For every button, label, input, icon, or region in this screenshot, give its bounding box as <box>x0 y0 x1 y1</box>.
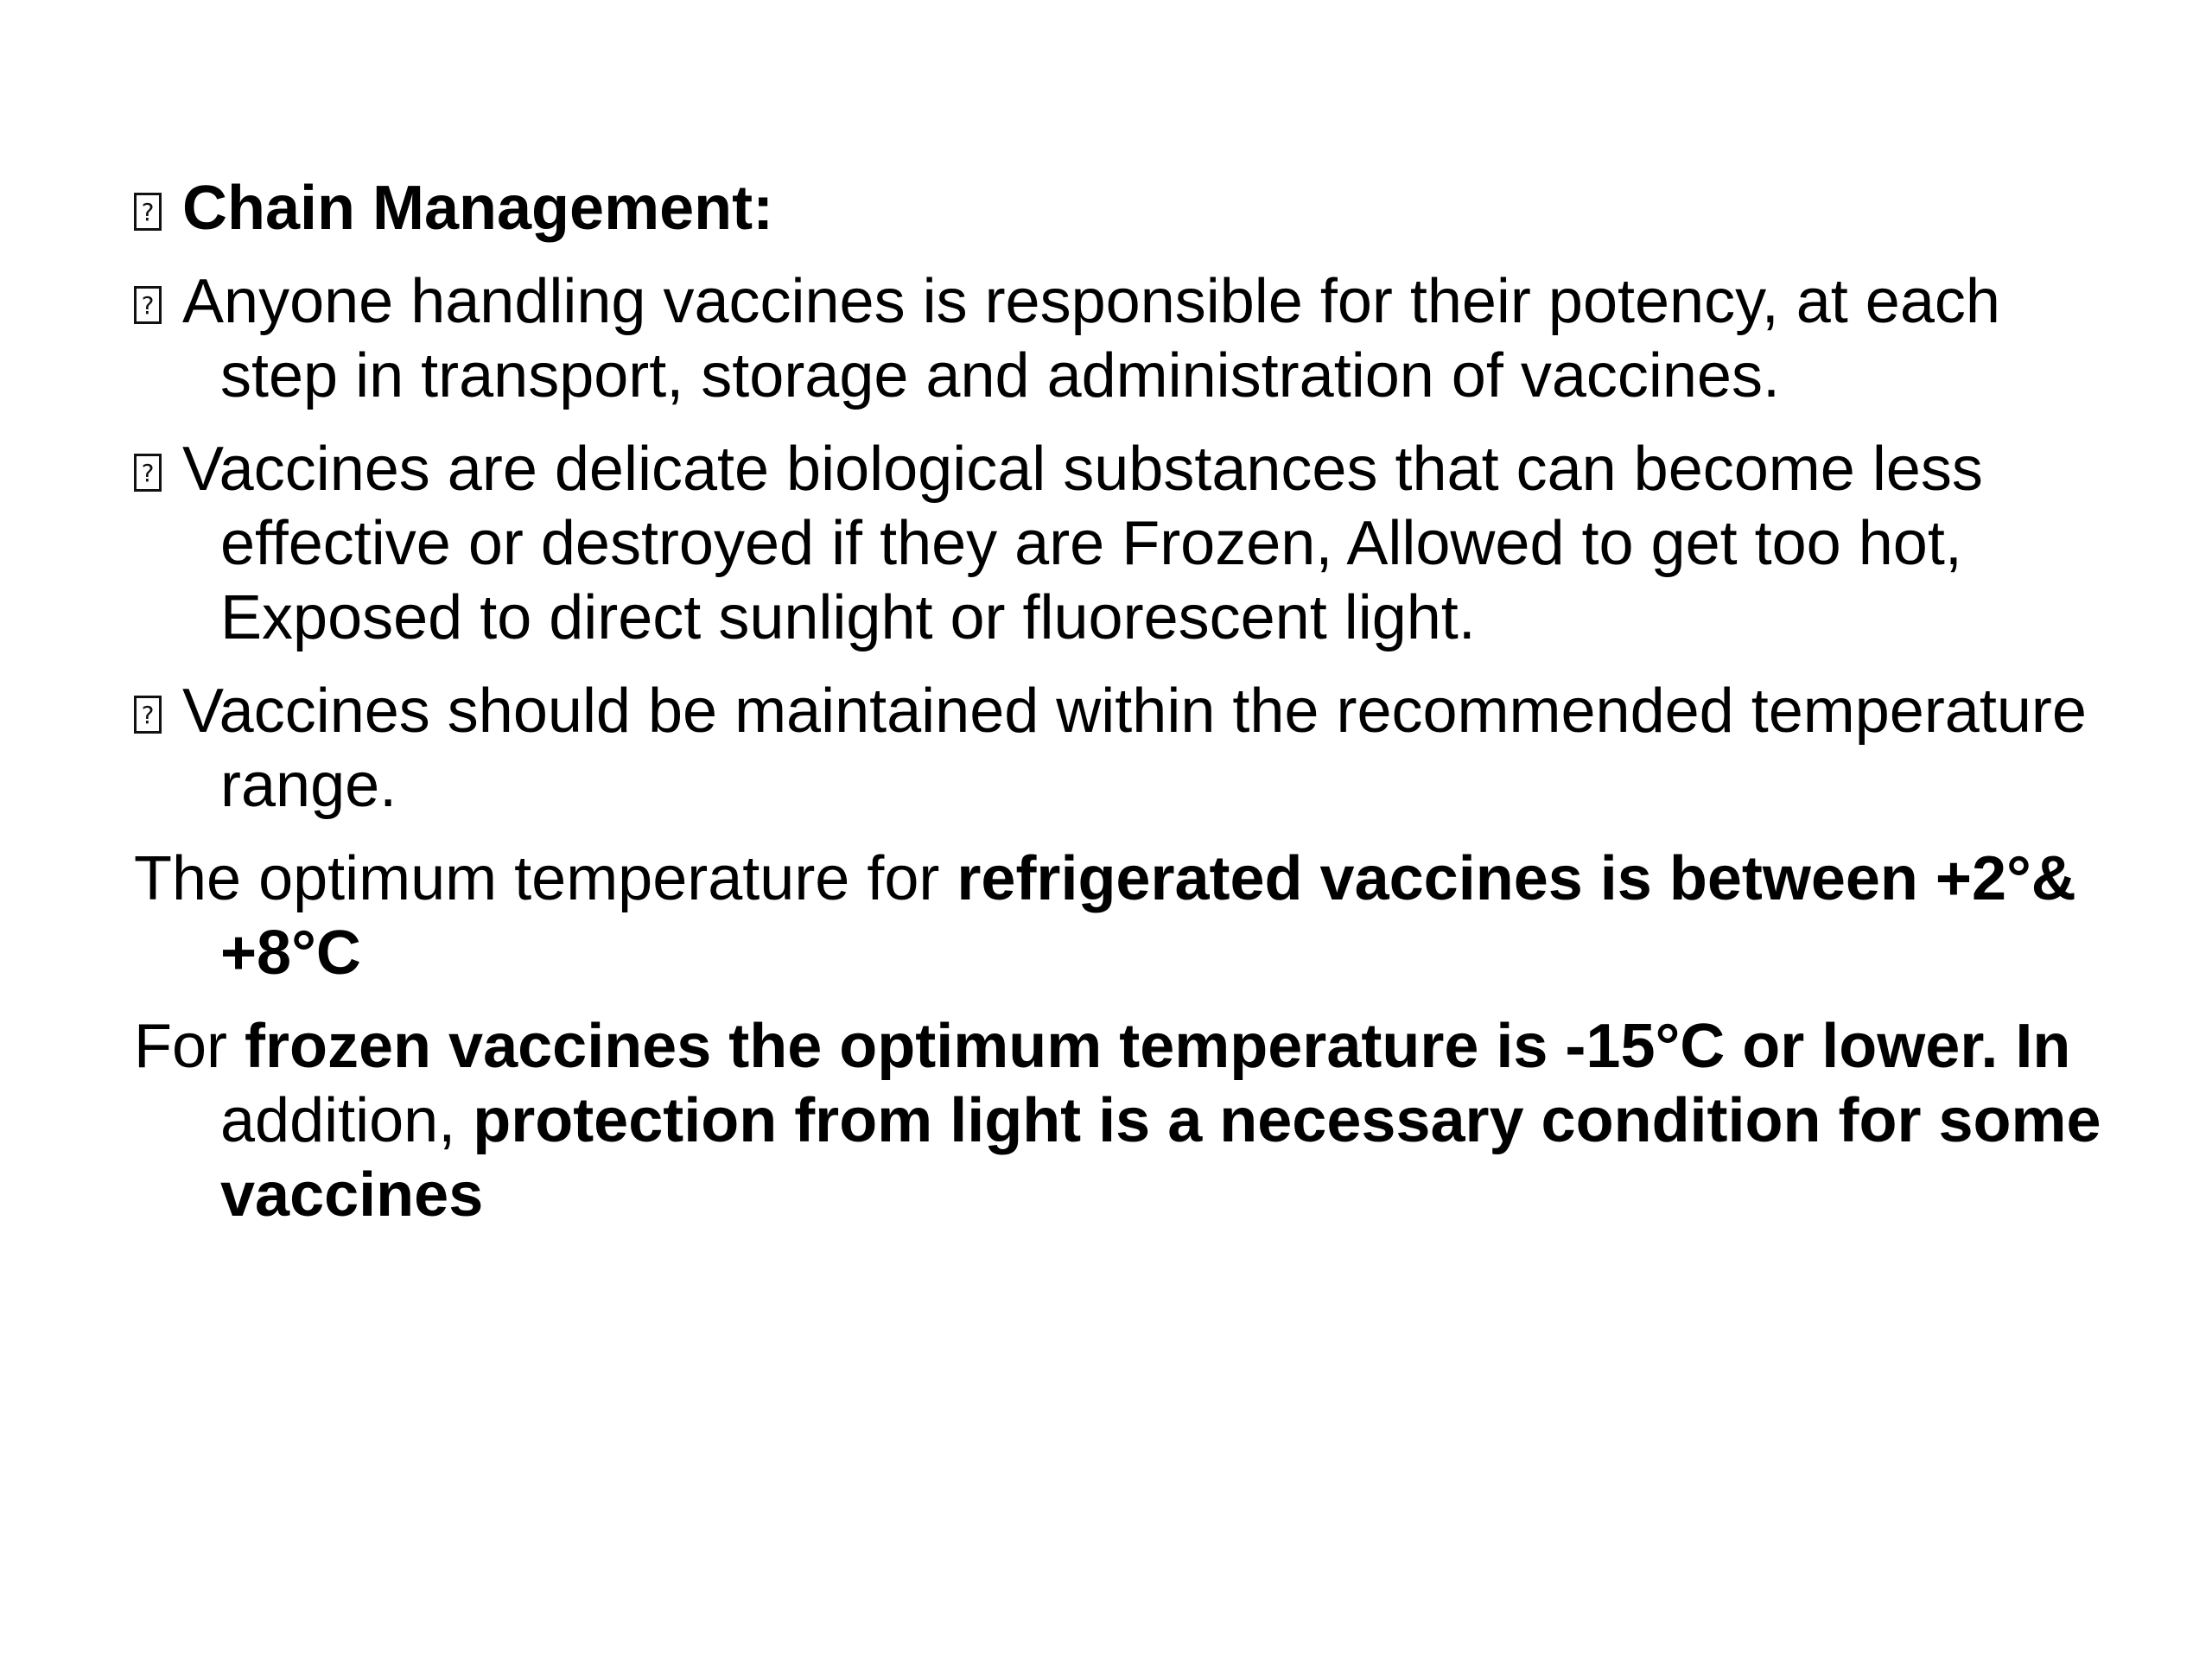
bullet-paragraph <box>134 432 2121 655</box>
missing-glyph-bullet-icon <box>134 696 162 734</box>
frozen-temperature: frozen vaccines the optimum temperature is -15°C or lower. In <box>245 1012 2071 1081</box>
refrigerated-range: refrigerated vaccines is between +2°& +8°C <box>220 844 2076 988</box>
light-protection: protection from light is a necessary condition for some vaccines <box>220 1086 2101 1230</box>
bullet-text: Vaccines are delicate biological substances that can become less effective or destroyed if they are Frozen, Allowed to get too hot, Exposed to direct sunlight or fluorescent light. <box>182 435 1983 652</box>
bullet-paragraph <box>134 674 2121 823</box>
missing-glyph-bullet-icon <box>134 454 162 492</box>
missing-glyph-bullet-icon <box>134 193 162 231</box>
slide-content <box>134 171 2121 1251</box>
missing-glyph-bullet-icon <box>134 286 162 324</box>
frozen-prefix: For <box>134 1012 245 1081</box>
frozen-middle: addition, <box>220 1086 474 1155</box>
bullet-text: Vaccines should be maintained within the recommended temperature range. <box>182 677 2087 820</box>
frozen-paragraph <box>134 1009 2121 1232</box>
heading-paragraph <box>134 171 2121 245</box>
refrigerated-paragraph <box>134 842 2121 990</box>
bullet-text: Anyone handling vaccines is responsible for their potency, at each step in transport, storage and administration of vaccines. <box>182 267 2000 410</box>
refrigerated-prefix: The optimum temperature for <box>134 844 957 913</box>
bullet-paragraph <box>134 264 2121 413</box>
slide-heading: Chain Management: <box>182 174 774 243</box>
